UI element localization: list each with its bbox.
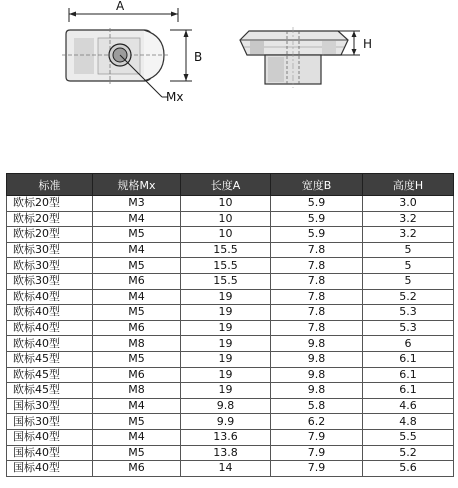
table-row	[7, 351, 454, 367]
cell-width: 5.9	[271, 196, 363, 212]
table-row	[7, 242, 454, 258]
cell-length: 10	[181, 196, 271, 212]
table-row	[7, 429, 454, 445]
cell-spec: M4	[93, 289, 181, 305]
cell-spec: M6	[93, 273, 181, 289]
cell-standard: 欧标45型	[7, 351, 93, 367]
cell-length: 19	[181, 336, 271, 352]
cell-standard: 欧标45型	[7, 367, 93, 383]
cell-length: 19	[181, 351, 271, 367]
cell-height: 6.1	[363, 383, 454, 399]
cell-height: 5	[363, 258, 454, 274]
cell-length: 15.5	[181, 273, 271, 289]
cell-spec: M5	[93, 305, 181, 321]
table-row	[7, 258, 454, 274]
cell-height: 5	[363, 273, 454, 289]
table-row	[7, 273, 454, 289]
cell-length: 19	[181, 305, 271, 321]
cell-width: 9.8	[271, 383, 363, 399]
cell-length: 10	[181, 227, 271, 243]
cell-length: 10	[181, 211, 271, 227]
table-row	[7, 227, 454, 243]
cell-height: 5	[363, 242, 454, 258]
cell-spec: M6	[93, 320, 181, 336]
cell-spec: M5	[93, 351, 181, 367]
cell-standard: 国标40型	[7, 445, 93, 461]
spec-table	[6, 173, 454, 477]
table-row	[7, 367, 454, 383]
table-row	[7, 320, 454, 336]
cell-standard: 欧标30型	[7, 273, 93, 289]
cell-standard: 欧标40型	[7, 305, 93, 321]
cell-height: 3.0	[363, 196, 454, 212]
cell-width: 6.2	[271, 414, 363, 430]
dimension-h-label: H	[363, 37, 373, 51]
cell-width: 7.8	[271, 258, 363, 274]
cell-spec: M5	[93, 445, 181, 461]
cell-width: 7.8	[271, 305, 363, 321]
cell-spec: M4	[93, 242, 181, 258]
cell-standard: 欧标20型	[7, 211, 93, 227]
header-length: 长度A	[181, 174, 271, 196]
cell-standard: 欧标45型	[7, 383, 93, 399]
header-spec: 规格Mx	[93, 174, 181, 196]
cell-length: 9.9	[181, 414, 271, 430]
table-row	[7, 461, 454, 477]
cell-spec: M5	[93, 227, 181, 243]
cell-height: 3.2	[363, 227, 454, 243]
cell-length: 9.8	[181, 398, 271, 414]
cell-height: 4.6	[363, 398, 454, 414]
cell-length: 19	[181, 367, 271, 383]
cell-height: 6	[363, 336, 454, 352]
dimension-a-label: A	[116, 0, 125, 13]
header-standard: 标准	[7, 174, 93, 196]
cell-spec: M8	[93, 336, 181, 352]
cell-length: 19	[181, 383, 271, 399]
cell-spec: M5	[93, 258, 181, 274]
cell-width: 9.8	[271, 367, 363, 383]
cell-spec: M6	[93, 367, 181, 383]
table-row	[7, 398, 454, 414]
header-height: 高度H	[363, 174, 454, 196]
cell-width: 9.8	[271, 351, 363, 367]
cell-spec: M4	[93, 211, 181, 227]
cell-length: 19	[181, 289, 271, 305]
cell-standard: 欧标30型	[7, 258, 93, 274]
cell-height: 5.6	[363, 461, 454, 477]
cell-spec: M4	[93, 398, 181, 414]
cell-spec: M6	[93, 461, 181, 477]
cell-width: 5.9	[271, 227, 363, 243]
cell-length: 13.6	[181, 429, 271, 445]
cell-width: 7.9	[271, 429, 363, 445]
cell-standard: 欧标40型	[7, 320, 93, 336]
table-row	[7, 289, 454, 305]
cell-width: 7.8	[271, 289, 363, 305]
cell-height: 6.1	[363, 351, 454, 367]
cell-standard: 国标40型	[7, 429, 93, 445]
table-body	[7, 196, 454, 477]
cell-spec: M8	[93, 383, 181, 399]
cell-spec: M4	[93, 429, 181, 445]
table-row	[7, 445, 454, 461]
cell-length: 14	[181, 461, 271, 477]
table-header-row	[7, 174, 454, 196]
table-row	[7, 383, 454, 399]
cell-width: 7.9	[271, 445, 363, 461]
cell-standard: 国标40型	[7, 461, 93, 477]
cell-width: 7.8	[271, 273, 363, 289]
table-row	[7, 305, 454, 321]
cell-standard: 欧标20型	[7, 227, 93, 243]
cell-width: 7.8	[271, 242, 363, 258]
cell-width: 9.8	[271, 336, 363, 352]
header-width: 宽度B	[271, 174, 363, 196]
cell-height: 5.3	[363, 305, 454, 321]
table-row	[7, 414, 454, 430]
cell-standard: 欧标40型	[7, 289, 93, 305]
cell-standard: 欧标30型	[7, 242, 93, 258]
dimension-b-label: B	[194, 50, 203, 64]
cell-spec: M3	[93, 196, 181, 212]
t-nut-drawing	[0, 0, 458, 165]
cell-height: 3.2	[363, 211, 454, 227]
cell-height: 5.5	[363, 429, 454, 445]
table-row	[7, 336, 454, 352]
cell-width: 7.8	[271, 320, 363, 336]
cell-height: 4.8	[363, 414, 454, 430]
cell-length: 15.5	[181, 258, 271, 274]
dimension-mx-label: Mx	[166, 90, 184, 104]
table-row	[7, 196, 454, 212]
cell-spec: M5	[93, 414, 181, 430]
technical-drawing	[0, 0, 458, 165]
cell-height: 5.2	[363, 445, 454, 461]
cell-width: 5.9	[271, 211, 363, 227]
cell-width: 5.8	[271, 398, 363, 414]
cell-standard: 国标30型	[7, 398, 93, 414]
cell-width: 7.9	[271, 461, 363, 477]
cell-height: 6.1	[363, 367, 454, 383]
cell-standard: 欧标40型	[7, 336, 93, 352]
cell-length: 19	[181, 320, 271, 336]
cell-length: 13.8	[181, 445, 271, 461]
table-row	[7, 211, 454, 227]
cell-height: 5.3	[363, 320, 454, 336]
cell-length: 15.5	[181, 242, 271, 258]
cell-standard: 欧标20型	[7, 196, 93, 212]
cell-standard: 国标30型	[7, 414, 93, 430]
cell-height: 5.2	[363, 289, 454, 305]
